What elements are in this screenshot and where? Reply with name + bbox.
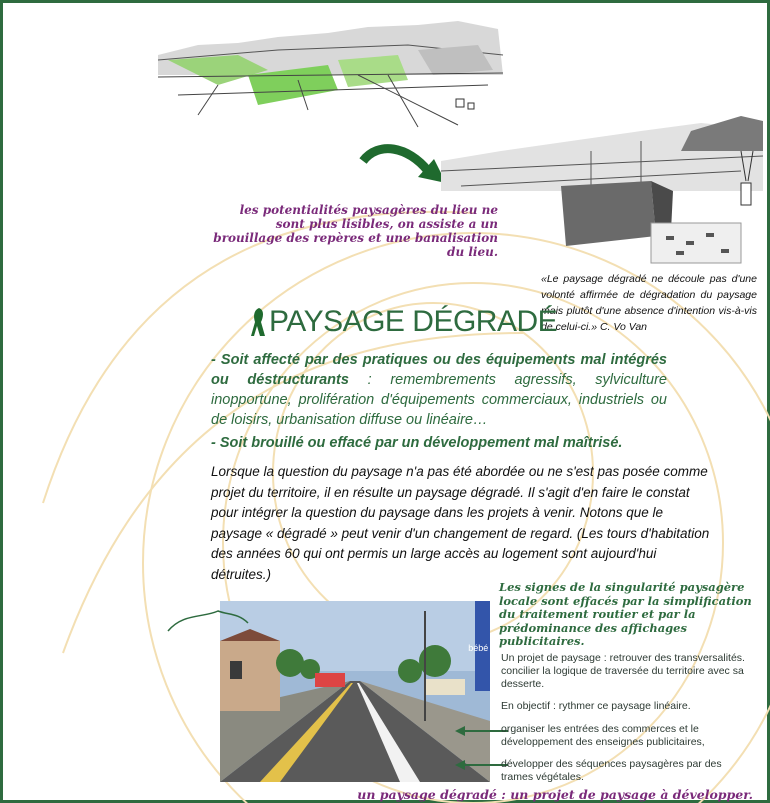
intro-caption: les potentialités paysagères du lieu ne sont plus lisibles, on assiste a un brouillage des repères et une banalisation du lieu.: [213, 203, 498, 259]
page-title: PAYSAGE DÉGRADÉ: [269, 305, 558, 338]
arrow-icon: [358, 141, 453, 191]
bullet1-rest: : remembrements agressifs, sylviculture inopportune, prolifération d'équipements commerciaux, industriels ou de loisirs, urbanisation diffuse ou linéaire…: [211, 372, 667, 428]
body-paragraph: Lorsque la question du paysage n'a pas été abordée ou ne s'est pas posée comme projet du territoire, il en résulte un paysage dégradé. Il s'agit d'en faire le constat pour intégrer la question du paysage dans les projets à venir. Notons que le paysage « dégradé » peut venir d'un changement de regard. (Les tours d'habitation des années 60 qui ont permis un large accès au logement sont aujourd'hui détruites.): [211, 464, 710, 582]
road-photo: [220, 601, 496, 782]
bullet-affecte: [211, 350, 667, 430]
figure-icon: [251, 306, 271, 340]
bullet1-bold: - Soit affecté par des pratiques ou des équipements mal intégrés ou déstructurants: [211, 352, 667, 388]
quote: «Le paysage dégradé ne découle pas d'une volonté affirmée de dégradation du paysage mais plutôt d'une absence d'intention vis-à-vis de celui-ci.» C. Vo Van: [541, 273, 757, 333]
note-organiser: organiser les entrées des commerces et le développement des enseignes publicitaires,: [501, 723, 705, 748]
note-projet: Un projet de paysage : retrouver des transversalités. concilier la logique de traversée du territoire avec sa desserte.: [501, 652, 745, 690]
note-developper: développer des séquences paysagères par des trames végétales.: [501, 758, 722, 783]
hedge-outline: [163, 603, 253, 638]
photo-sign: bébé 9: [468, 643, 496, 653]
bullet-brouille: - Soit brouillé ou effacé par un développement mal maîtrisé.: [211, 435, 623, 451]
side-heading: Les signes de la singularité paysagère locale sont effacés par la simplification du traitement routier et par la prédominance des affichages publicitaires.: [499, 580, 752, 648]
footer-caption: un paysage dégradé : un projet de paysage à développer.: [357, 787, 753, 802]
note-objectif: En objectif : rythmer ce paysage linéaire.: [501, 700, 691, 712]
